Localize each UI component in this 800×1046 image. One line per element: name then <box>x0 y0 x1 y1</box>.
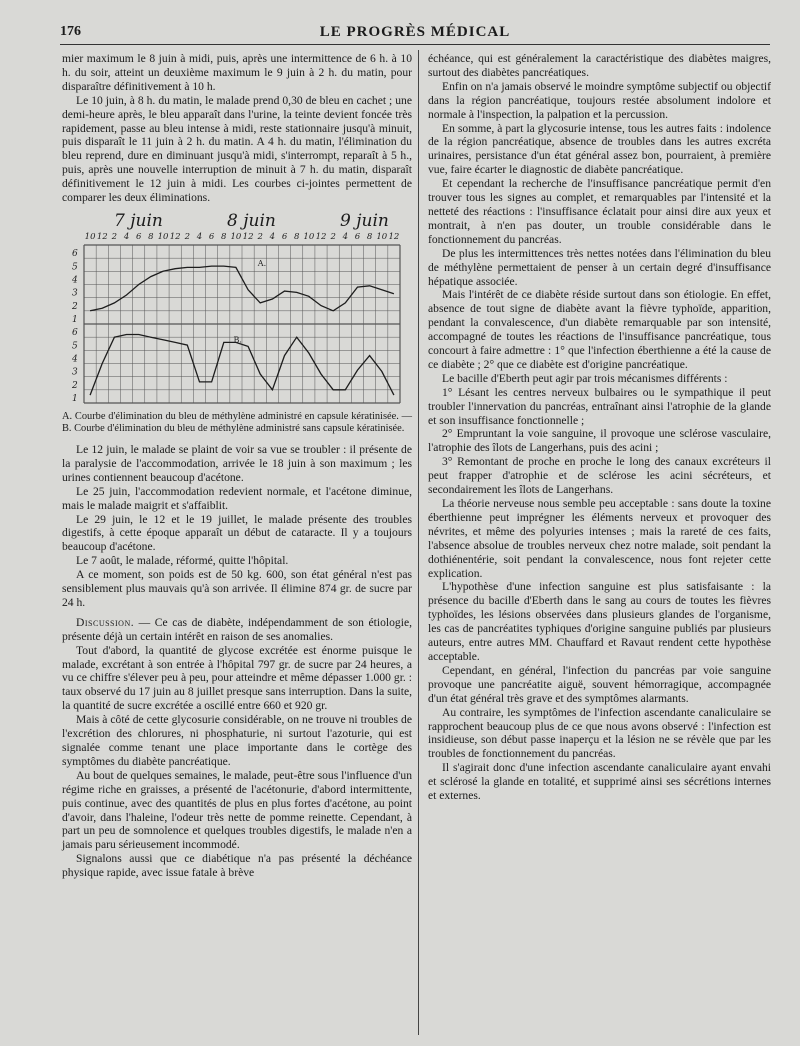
hour-tick-label: 4 <box>123 231 130 242</box>
hour-tick-label: 6 <box>281 231 288 242</box>
paragraph: Le 12 juin, le malade se plaint de voir sa vue se troubler : il présente de la paralysie de l'accommodation, arrivée le 18 juin à son maximum ; les urines contiennent beaucoup d'acétone. <box>62 442 412 484</box>
hour-tick-label: 2 <box>111 231 118 242</box>
paragraph: Le 29 juin, le 12 et le 19 juillet, le malade présente des troubles digestifs, à cette époque apparaît un début de cataracte. Il y a toujours beaucoup d'acétone. <box>62 512 412 554</box>
elimination-curves-plot <box>62 210 412 409</box>
right-column <box>428 52 771 803</box>
scale-label-b: 2 <box>72 380 78 391</box>
paragraph: 2° Empruntant la voie sanguine, il provoque une sclérose vasculaire, l'atrophie des îlots de Langerhans, puis des acini ; <box>428 427 771 455</box>
page-header <box>60 22 770 45</box>
paragraph: La théorie nerveuse nous semble peu acceptable : sans doute la toxine éberthienne peut imprégner les éléments nerveux et provoquer des névrites, et même des polyuries intenses ; mais la rareté de ces faits, l'absence absolue de troubles nerveux chez notre malade, soit pendant la dothiénentérie, soit pendant la convalescence, nous font rejeter cette explication. <box>428 497 771 580</box>
paragraph: Au contraire, les symptômes de l'infection ascendante canaliculaire se rapprochent beaucoup plus de ce que nous avons observé : l'infection est insidieuse, son début passe inaperçu et la lésion ne se révèle que par les troubles de fonctionnement du pancréas. <box>428 705 771 761</box>
hour-tick-label: 10 <box>303 231 315 242</box>
paragraph: 3° Remontant de proche en proche le long des canaux excréteurs il peut frapper d'atrophie et de sclérose les acini sécréteurs, et secondairement les îlots de Langerhans. <box>428 455 771 497</box>
paragraph: Il s'agirait donc d'une infection ascendante canaliculaire ayant envahi et sclérosé la glande en totalité, et supprimé ainsi ses sécrétions internes et externes. <box>428 761 771 803</box>
scale-label-a: 5 <box>72 262 78 273</box>
hour-tick-label: 12 <box>388 231 400 242</box>
paragraph: Le bacille d'Eberth peut agir par trois mécanismes différents : <box>442 371 728 385</box>
scale-label-b: 4 <box>72 354 78 365</box>
hour-tick-label: 6 <box>208 231 215 242</box>
hour-tick-label: 4 <box>342 231 349 242</box>
page-number: 176 <box>60 24 81 39</box>
hour-tick-label: 10 <box>84 231 96 242</box>
paragraph: Signalons aussi que ce diabétique n'a pas présenté la déchéance physique rapide, avec issue fatale à brève <box>62 852 412 880</box>
hour-tick-label: 8 <box>366 231 373 242</box>
hour-tick-label: 8 <box>293 231 300 242</box>
paragraph: Tout d'abord, la quantité de glycose excrétée est énorme puisque le malade, excrétant à son entrée à l'hôpital 797 gr. de sucre par 24 heures, a vu ce chiffre s'élever peu à peu, pour atteindre et même dépasser 1.000 gr. : taux observé du 17 juin au 8 juillet presque sans interruption. Dans la suite, la quantité de sucre excrétée a oscillé entre 660 et 920 gr. <box>62 643 412 713</box>
scale-label-a: 4 <box>72 275 78 286</box>
caption-text: A. Courbe d'élimination du bleu de méthylène administré en capsule kératinisée. — B. Courbe d'élimination du bleu de méthylène administré sans capsule kératinisée. <box>62 410 412 434</box>
scale-label-b: 5 <box>72 341 78 352</box>
discussion-title: Discussion. <box>76 615 135 629</box>
paragraph: L'hypothèse d'une infection sanguine est plus satisfaisante : la présence du bacille d'Eberth dans le sang au cours de toutes les fièvres typhoïdes, les lésions observées dans plusieurs glandes de l'organisme, les cas de pancréatites typhiques d'origine sanguine publiés par plusieurs auteurs, entre autres MM. Chauffard et Ravaut rendent cette hypothèse acceptable. <box>428 580 771 663</box>
paragraph: Mais l'intérêt de ce diabète réside surtout dans son étiologie. En effet, absence de tout signe de diabète avant la fièvre typhoïde, apparition, pendant la convalescence, d'un diabète remarquable par son intensité, accompagné de toutes les réactions de l'insuffisance pancréatique, tous concourt à faire admettre : 1° que l'infection éberthienne a été la cause de ce diabète ; 2° que ce diabète est d'origine pancréatique. <box>428 288 771 371</box>
column-divider <box>418 50 419 1035</box>
scale-label-a: 6 <box>72 249 78 260</box>
scale-label-a: 3 <box>72 288 78 299</box>
scale-label-a: 2 <box>72 301 78 312</box>
hour-tick-label: 8 <box>221 231 227 242</box>
paragraph: Enfin on n'a jamais observé le moindre symptôme subjectif ou objectif dans la région pancréatique, toujours restée absolument indolore et normale à l'inspection, la palpation et la percussion. <box>428 79 771 121</box>
paragraph: A ce moment, son poids est de 50 kg. 600, son état général n'est pas sensiblement plus mauvais qu'à son arrivée. Il élimine 874 gr. de sucre par 24 h. <box>62 568 412 609</box>
paragraph: Le 25 juin, l'accommodation redevient normale, et l'acétone diminue, mais le malade maigrit et s'affaiblit. <box>62 484 412 512</box>
paragraph: Le 7 août, le malade, réformé, quitte l'hôpital. <box>76 554 289 568</box>
hour-tick-label: 12 <box>315 231 327 242</box>
curve-b-label: B. <box>233 335 242 345</box>
curve-a-label: A. <box>257 259 267 269</box>
paragraph: échéance, qui est généralement la caractéristique des diabètes maigres, surtout des diabètes pancréatiques. <box>428 52 771 79</box>
paragraph: Cependant, en général, l'infection du pancréas par voie sanguine provoque une pancréatite aiguë, souvent hémorragique, accompagnée d'un état général très grave et des symptômes alarmants. <box>428 663 771 705</box>
hour-tick-label: 12 <box>169 231 181 242</box>
hour-tick-label: 10 <box>157 231 169 242</box>
left-column <box>62 52 412 880</box>
scale-label-b: 1 <box>72 393 78 404</box>
hour-tick-label: 10 <box>376 231 388 242</box>
date-label: 7 juin <box>114 210 163 231</box>
paragraph: En somme, à part la glycosurie intense, tous les autres faits : indolence de la région pancréatique, absence de troubles dans les autres excréta urinaires, persistance d'un état général assez bon, pourraient, à première vue, faire écarter le diagnostic de diabète pancréatique. <box>428 121 771 177</box>
figure-caption <box>62 411 412 435</box>
paragraph: Mais à côté de cette glycosurie considérable, on ne trouve ni troubles de l'excrétion des chlorures, ni phosphaturie, ni surtout l'azoturie, qui est signalée comme tenant une place importante dans le cortège des symptômes du diabète pancréatique. <box>62 713 412 768</box>
scale-label-a: 1 <box>72 314 78 325</box>
hour-tick-label: 12 <box>242 231 254 242</box>
hour-tick-label: 6 <box>354 231 361 242</box>
elimination-curves-figure <box>62 210 412 409</box>
hour-tick-label: 6 <box>135 231 142 242</box>
paragraph: Et cependant la recherche de l'insuffisance pancréatique permit d'en trouver tous les signes au complet, et remarquables par l'intensité et la netteté des réactions : l'insuffisance éclatait pour ainsi dire aux yeux et montrait, à n'en pas douter, un trouble considérable dans le fonctionnement du pancréas. <box>428 177 771 246</box>
date-label: 8 juin <box>227 210 276 231</box>
hour-tick-label: 2 <box>330 231 336 242</box>
hour-tick-label: 2 <box>257 231 263 242</box>
discussion-paragraph <box>62 616 412 644</box>
paragraph: De plus les intermittences très nettes notées dans l'élimination du bleu de méthylène permettaient de penser à un certain degré d'insuffisance hépatique associée. <box>428 246 771 288</box>
running-title: LE PROGRÈS MÉDICAL <box>319 24 511 40</box>
discussion-text: — Ce cas de diabète, indépendamment de son étiologie, présente déjà un certain intérêt en raison de ses anomalies. <box>62 615 412 643</box>
hour-tick-label: 4 <box>196 231 203 242</box>
scale-label-b: 3 <box>72 367 78 378</box>
hour-tick-label: 4 <box>269 231 276 242</box>
paragraph: mier maximum le 8 juin à midi, puis, après une intermittence de 6 h. à 10 h. du soir, atteint un deuxième maximum le 9 juin à 2 h. du matin, pour disparaître définitivement à 10 h. <box>62 52 412 93</box>
hour-tick-label: 2 <box>184 231 191 242</box>
hour-tick-label: 8 <box>148 231 154 242</box>
hour-tick-label: 12 <box>96 231 108 242</box>
hour-tick-label: 10 <box>230 231 242 242</box>
paragraph: Le 10 juin, à 8 h. du matin, le malade prend 0,30 de bleu en cachet ; une demi-heure après, le bleu apparaît dans l'urine, la teinte devient foncée très rapidement, passe au bleu intense à midi, reste stationnaire jusqu'à minuit, puis disparaît le 11 juin à 2 h. du matin. A 4 h. du matin, l'élimination du bleu reprend, dure en diminuant jusqu'à midi, s'interrompt, reparaît à 5 h., puis, après une nouvelle interruption de minuit à 7 h. du matin, disparaît définitivement le 12 juin à midi. Les courbes ci-jointes permettent de comparer les deux éliminations. <box>62 93 412 205</box>
scale-label-b: 6 <box>72 328 78 339</box>
date-label: 9 juin <box>340 210 389 231</box>
paragraph: 1° Lésant les centres nerveux bulbaires ou le sympathique il peut troubler l'innervation du pancréas, entraînant ainsi l'atrophie de la glande et son insuffisance fonctionnelle ; <box>428 385 771 427</box>
paragraph: Au bout de quelques semaines, le malade, peut-être sous l'influence d'un régime riche en graisses, a présenté de l'acétonurie, d'abord intermittente, puis continue, avec des quantités de plus en plus fortes d'acétone, au point d'avoir, dans l'haleine, l'odeur très nette de pomme reinette. Cependant, à part un peu de somnolence et quelques troubles digestifs, le malade n'en a jamais paru sérieusement incommodé. <box>62 768 412 852</box>
